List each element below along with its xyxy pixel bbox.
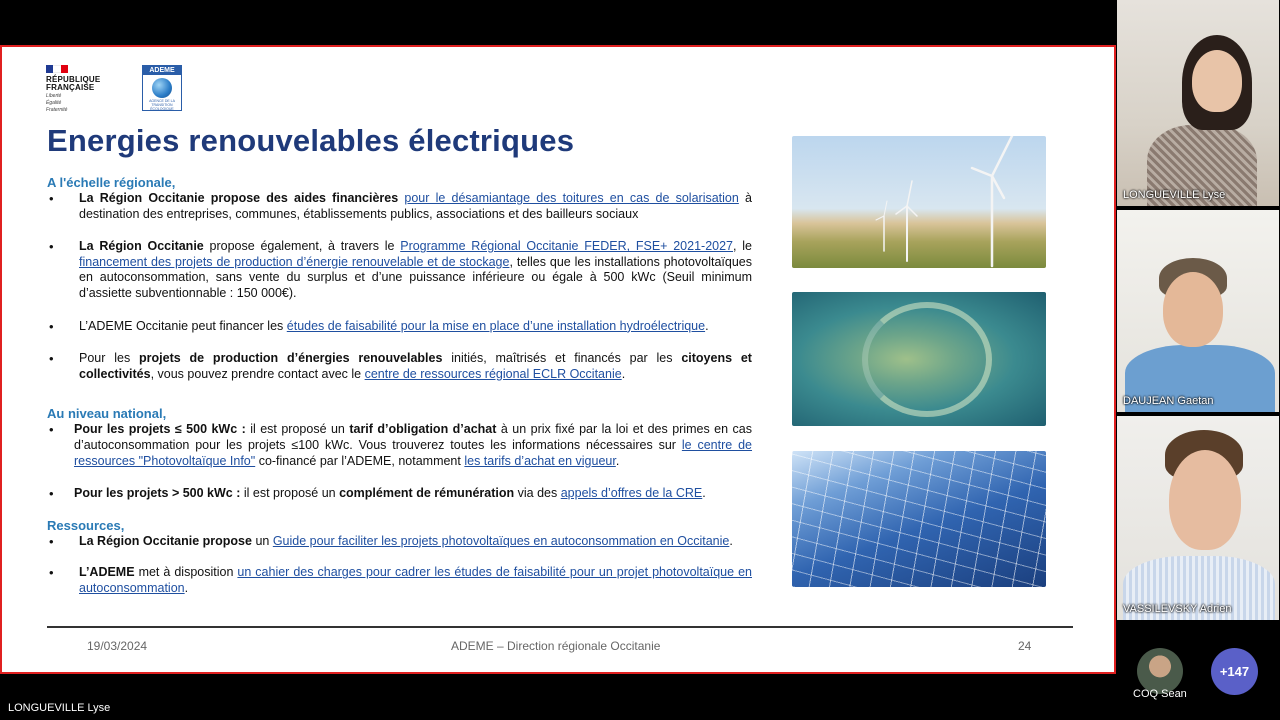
link-etudes-hydro[interactable]: études de faisabilité pour la mise en place d’une installation hydroélectrique [286, 318, 706, 333]
footer-divider [47, 626, 1073, 628]
text: . [705, 318, 709, 333]
text: il est proposé un [243, 486, 336, 501]
link-guide-pv[interactable]: Guide pour faciliter les projets photovoltaïques en autoconsommation en Occitanie [272, 533, 730, 548]
text: . [615, 453, 620, 468]
bold-text: complément de rémunération [339, 486, 515, 501]
national-heading: Au niveau national, [47, 406, 167, 422]
bold-text: L’ADEME [79, 565, 135, 580]
footer-date: 19/03/2024 [87, 639, 148, 653]
list-item [47, 351, 752, 382]
link-tarifs-achat[interactable]: les tarifs d’achat en vigueur [464, 453, 616, 468]
bold-text: La Région Occitanie [79, 239, 204, 254]
rf-motto-1: Liberté [46, 93, 62, 99]
text: initiés, maîtrisés et financés par les [451, 351, 673, 366]
slide-content [47, 175, 752, 597]
wind-turbine-icon [792, 136, 1046, 268]
rf-motto-2: Égalité [46, 100, 62, 106]
solar-panels-photo [792, 451, 1046, 587]
wind-turbines-photo [792, 136, 1046, 268]
link-feder-programme[interactable]: Programme Régional Occitanie FEDER, FSE+ 2021-2027 [400, 239, 734, 254]
globe-icon [152, 78, 172, 98]
participant-face [1169, 450, 1241, 550]
slide-title: Energies renouvelables électriques [47, 123, 575, 158]
republique-francaise-logo [46, 65, 116, 113]
solar-grid-icon [792, 451, 1046, 587]
text: . [184, 580, 189, 595]
list-item [47, 191, 752, 222]
ademe-logo [142, 65, 182, 111]
text: . [729, 533, 733, 548]
text: un [255, 533, 270, 548]
text: L’ADEME Occitanie peut financer les [79, 318, 284, 333]
bold-text: Pour les projets > 500 kWc : [74, 486, 241, 501]
participant-face [1192, 50, 1242, 112]
footer-page-number: 24 [1018, 639, 1032, 653]
rf-motto-3: Fraternité [46, 107, 68, 113]
resources-heading: Ressources, [47, 517, 125, 533]
shared-slide [0, 45, 1116, 674]
text: à un prix fixé par la loi et des primes en cas d’autoconsommation pour les projets ≤100 kWc. Vous trouverez toutes les informations nécessaires sur [74, 422, 752, 452]
bold-text: citoyens et collectivités [79, 351, 752, 381]
footer-center-text: ADEME – Direction régionale Occitanie [451, 639, 661, 653]
participant-tile-3[interactable] [1117, 416, 1279, 620]
text: , vous pouvez prendre contact avec le [150, 366, 362, 381]
active-speaker-name: LONGUEVILLE Lyse [8, 702, 111, 714]
ademe-logo-subtitle: AGENCE DE LA TRANSITION ÉCOLOGIQUE [149, 99, 175, 111]
link-cahier-charges[interactable]: un cahier des charges pour cadrer les études de faisabilité pour un projet photovoltaïque en autoconsommation [79, 565, 752, 595]
list-item [47, 486, 752, 502]
bold-text: La Région Occitanie propose des aides financières [79, 191, 399, 205]
text: . [702, 486, 706, 501]
text: Pour les [79, 351, 131, 366]
participant-face [1163, 272, 1223, 347]
participant-name-1: LONGUEVILLE Lyse [1123, 189, 1226, 201]
participant-name-2: DAUJEAN Gaetan [1123, 395, 1214, 407]
bold-text: tarif d’obligation d’achat [349, 422, 497, 437]
bold-text: Pour les projets ≤ 500 kWc : [74, 422, 246, 437]
link-financement-projets[interactable]: financement des projets de production d’énergie renouvelable et de stockage [79, 254, 510, 269]
resources-list [47, 534, 752, 597]
participant-name-avatar: COQ Sean [1133, 688, 1187, 700]
participant-tile-1[interactable] [1117, 0, 1279, 206]
list-item [47, 239, 752, 301]
participant-tile-2[interactable] [1117, 210, 1279, 412]
bold-text: La Région Occitanie propose [79, 533, 252, 548]
list-item [47, 422, 752, 469]
list-item [47, 534, 752, 550]
text: propose également, à travers le [209, 239, 395, 254]
hydro-turbine-photo [792, 292, 1046, 426]
link-photovoltaique-info[interactable]: le centre de ressources "Photovoltaïque Info" [74, 437, 753, 468]
french-flag-icon [46, 65, 68, 73]
link-eclr[interactable]: centre de ressources régional ECLR Occitanie [364, 366, 622, 381]
rf-name-line2: FRANÇAISE [46, 83, 95, 92]
regional-heading: A l'échelle régionale, [47, 175, 176, 190]
turbine-swirl-icon [862, 302, 992, 417]
text: à destination des entreprises, communes, établissements publics, associations et des bailleurs sociaux [79, 191, 752, 221]
link-appels-offres-cre[interactable]: appels d’offres de la CRE [560, 486, 703, 501]
ademe-logo-title: ADEME [143, 66, 181, 75]
text: met à disposition [138, 565, 234, 580]
text: , le [733, 239, 752, 254]
text: via des [517, 486, 558, 501]
text: . [621, 366, 626, 381]
more-participants-button[interactable]: +147 [1211, 648, 1258, 695]
link-desamiantage[interactable]: pour le désamiantage des toitures en cas de solarisation [404, 191, 739, 205]
list-item [47, 565, 752, 596]
regional-list [47, 191, 752, 382]
participant-name-3: VASSILEVSKY Adrien [1123, 603, 1232, 615]
bold-text: projets de production d’énergies renouvelables [139, 351, 443, 366]
text: , telles que les installations photovoltaïques en autoconsommation, sans vente du surplus et d’une puissance inférieure ou égale à 500 kWc (Seuil minimum d’assiette subventionnable : 150 000€). [79, 254, 752, 300]
text: il est proposé un [250, 422, 345, 437]
national-list [47, 422, 752, 501]
text: co-financé par l’ADEME, notamment [258, 453, 461, 468]
list-item [47, 319, 752, 335]
rf-name-line1: RÉPUBLIQUE [46, 75, 101, 84]
